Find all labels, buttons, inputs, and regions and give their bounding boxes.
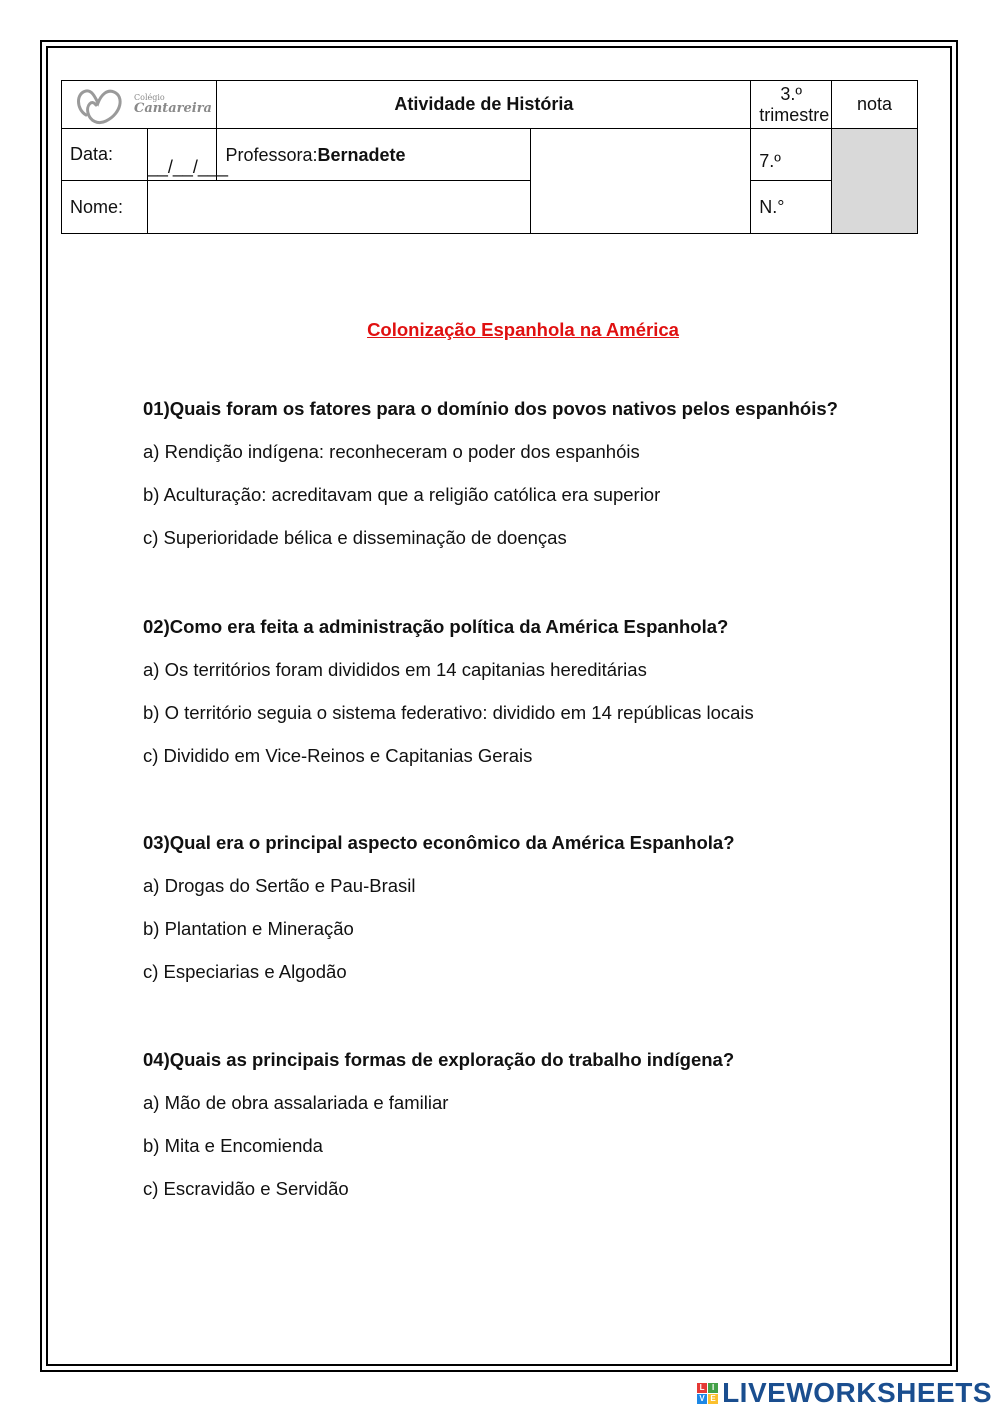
school-logo (62, 85, 216, 125)
question-2 (143, 616, 754, 767)
logo-text (134, 94, 212, 115)
question-4 (143, 1049, 734, 1200)
icon-letter-e: E (708, 1394, 718, 1404)
answer-option[interactable]: a) Drogas do Sertão e Pau-Brasil (143, 875, 416, 896)
icon-letter-l: L (697, 1383, 707, 1393)
answer-option[interactable]: c) Superioridade bélica e disseminação de doenças (143, 527, 567, 548)
liveworksheets-brand: LIVEWORKSHEETS (722, 1377, 992, 1408)
question-1 (143, 398, 838, 549)
answer-option[interactable]: c) Escravidão e Servidão (143, 1178, 349, 1199)
question-text: 02)Como era feita a administração política da América Espanhola? (143, 616, 729, 637)
question-text: 03)Qual era o principal aspecto econômico da América Espanhola? (143, 832, 735, 853)
document-title: Colonização Espanhola na América (367, 319, 679, 340)
grade-label: nota (832, 81, 918, 129)
question-text: 04)Quais as principais formas de exploração do trabalho indígena? (143, 1049, 735, 1070)
answer-option[interactable]: b) Mita e Encomienda (143, 1135, 323, 1156)
teacher-cell (217, 129, 531, 181)
liveworksheets-icon (697, 1383, 718, 1404)
answer-option[interactable]: c) Dividido em Vice-Reinos e Capitanias Gerais (143, 745, 533, 766)
logo-small-text: Colégio (134, 93, 165, 102)
class-cell: 7.º (751, 129, 832, 181)
grade-box[interactable] (832, 129, 918, 234)
icon-letter-v: V (697, 1394, 707, 1404)
activity-title: Atividade de História (217, 81, 751, 129)
teacher-name: Bernadete (317, 145, 406, 165)
teacher-label: Professora: (225, 145, 318, 165)
logo-name: Cantareira (134, 101, 212, 116)
name-label: Nome: (62, 181, 148, 234)
number-label: N.° (751, 181, 832, 234)
answer-option[interactable]: b) Aculturação: acreditavam que a religião católica era superior (143, 484, 661, 505)
answer-option[interactable]: c) Especiarias e Algodão (143, 961, 347, 982)
term-cell: 3.º trimestre (751, 81, 832, 129)
question-3 (143, 832, 735, 983)
header-empty-cell (531, 129, 751, 234)
answer-option[interactable]: a) Rendição indígena: reconheceram o poder dos espanhóis (143, 441, 640, 462)
answer-option[interactable]: a) Mão de obra assalariada e familiar (143, 1092, 449, 1113)
answer-option[interactable]: b) O território seguia o sistema federativo: dividido em 14 repúblicas locais (143, 702, 754, 723)
answer-option[interactable]: b) Plantation e Mineração (143, 918, 354, 939)
header-table (61, 80, 918, 234)
liveworksheets-logo[interactable] (697, 1377, 992, 1409)
question-text: 01)Quais foram os fatores para o domínio dos povos nativos pelos espanhóis? (143, 398, 838, 419)
answer-option[interactable]: a) Os territórios foram divididos em 14 capitanias hereditárias (143, 659, 647, 680)
name-field[interactable] (147, 181, 531, 234)
date-field[interactable]: __/__/___ (147, 129, 217, 181)
icon-letter-i: I (708, 1383, 718, 1393)
logo-cell (62, 81, 217, 129)
date-label: Data: (62, 129, 148, 181)
heart-logo-icon (72, 85, 130, 125)
